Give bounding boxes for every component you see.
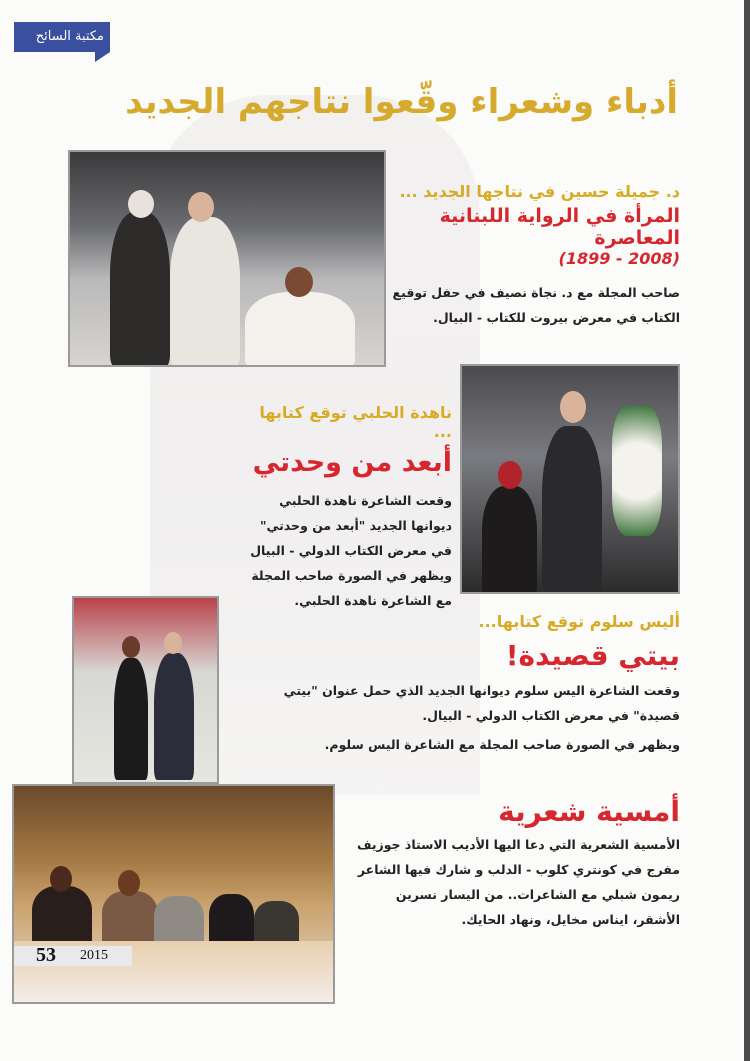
section-tag-notch: [95, 52, 110, 62]
article-3-headline: بيتي قصيدة!: [505, 639, 680, 672]
article-4-headline: أمسية شعرية: [498, 795, 680, 828]
article-1-headline: المرأة في الرواية اللبنانية المعاصرة: [439, 205, 680, 249]
article-3-kicker: أليس سلوم توقع كتابها...: [478, 612, 680, 631]
photo-book-signing-1: [68, 150, 386, 367]
page-year: 2015: [80, 948, 108, 963]
article-4-body: الأمسية الشعرية التي دعا اليها الأديب الاستاذ جوزيف مفرج في كونتري كلوب - الدلب و شارك فيها الشاعر ريمون شبلي مع الشاعرات.. من اليسار نسرين الأشقر، ايناس مخايل، ونهاد الحايك.: [356, 837, 680, 927]
article-3-body-2: ويظهر في الصورة صاحب المجلة مع الشاعرة اليس سلوم.: [324, 737, 680, 752]
photo-nahida-halabi: [460, 364, 680, 594]
article-3-body: وقعت الشاعرة اليس سلوم ديوانها الجديد الذي حمل عنوان "بيتي قصيدة" في معرض الكتاب الدولي - البيال.: [283, 683, 680, 723]
page-footer: [14, 946, 132, 966]
article-4: [350, 795, 680, 932]
section-tag: مكتبة السائح: [14, 22, 110, 52]
article-1-body: صاحب المجلة مع د. نجاة نصيف في حفل توقيع الكتاب في معرض بيروت للكتاب - البيال.: [392, 285, 680, 325]
photo-poetry-evening: [12, 784, 335, 1004]
article-1-kicker: د. جميلة حسين في نتاجها الجديد ...: [399, 182, 680, 201]
article-3: [240, 612, 680, 757]
page-title: أدباء وشعراء وقّعوا نتاجهم الجديد: [125, 82, 678, 122]
article-1-years: (1899 - 2008): [558, 249, 680, 268]
page-number: 53: [36, 944, 56, 966]
photo-alice-salloum: [72, 596, 219, 784]
scan-edge: [744, 0, 750, 1061]
article-2-body: وقعت الشاعرة ناهدة الحلبي ديوانها الجديد "أبعد من وحدتي" في معرض الكتاب الدولي - البيال ويظهر في الصورة صاحب المجلة مع الشاعرة ناهدة الحلبي.: [250, 493, 452, 608]
article-2: [238, 403, 452, 613]
article-2-kicker: ناهدة الحلبي توقع كتابها ...: [259, 403, 452, 441]
article-1: [380, 182, 680, 330]
article-2-headline: أبعد من وحدتي: [252, 447, 452, 478]
